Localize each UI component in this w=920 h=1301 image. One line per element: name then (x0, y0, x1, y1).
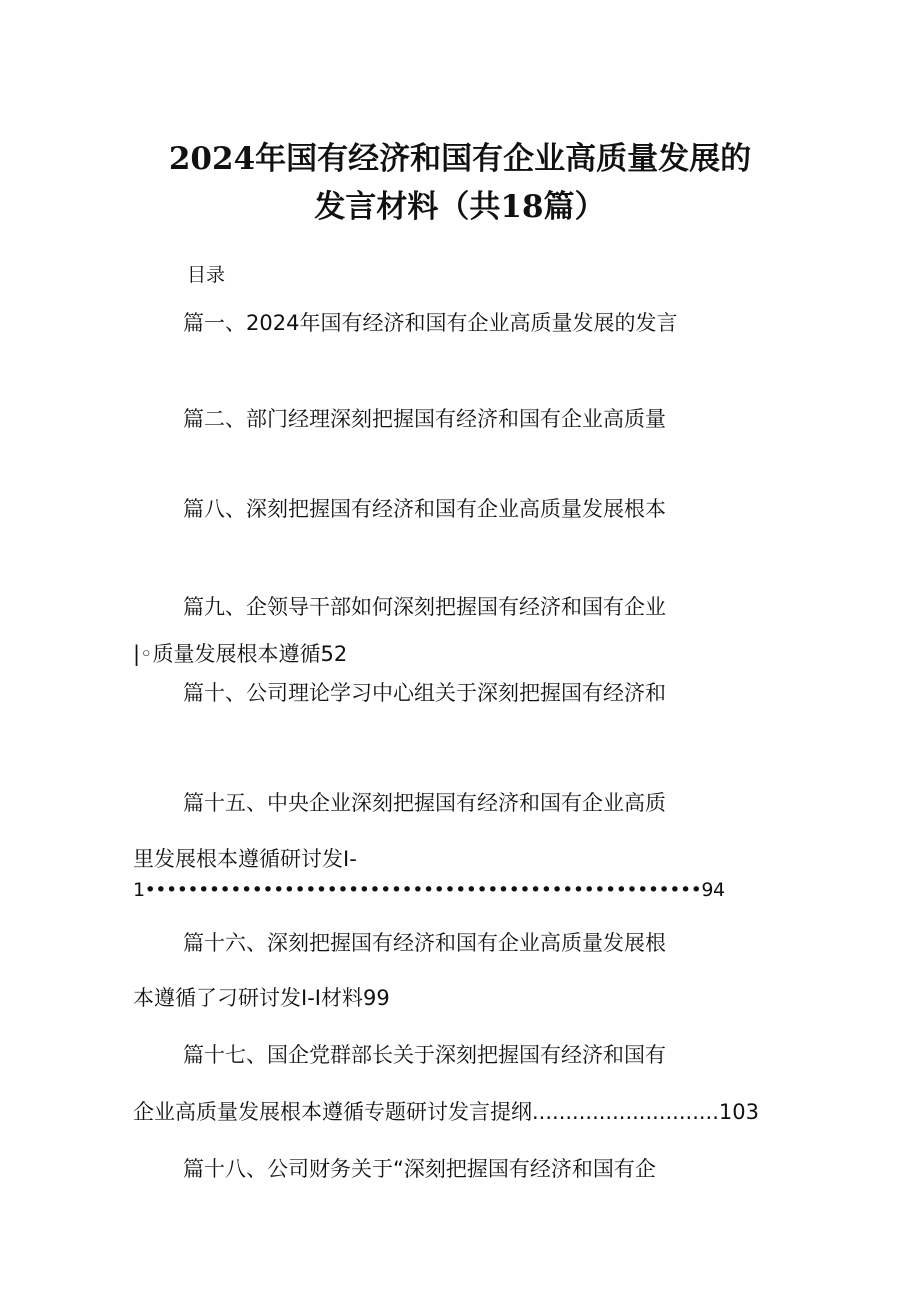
toc-entry: 篇十、公司理论学习中心组关于深刻把握国有经济和 (183, 681, 666, 705)
toc-entry-continuation: 里发展根本遵循研讨发I- (133, 847, 357, 871)
toc-entry: 篇二、部门经理深刻把握国有经济和国有企业高质量 (183, 407, 666, 431)
document-title-line-1: 2024年国有经济和国有企业高质量发展的 (168, 141, 752, 177)
toc-entry: 篇九、企领导干部如何深刻把握国有经济和国有企业 (183, 595, 666, 619)
toc-entry: 篇十五、中央企业深刻把握国有经济和国有企业高质 (183, 791, 666, 815)
toc-dot-leader: 1••••••••••••••••••••••••••••••••••••••••••••••••••••94 (133, 879, 725, 901)
toc-entry: 篇一、2024年国有经济和国有企业高质量发展的发言 (183, 311, 678, 335)
toc-entry-continuation: 本遵循了刁研讨发I-I材料99 (133, 986, 390, 1010)
toc-entry-continuation: 企业高质量发展根本遵循专题研讨发言提纲............................103 (133, 1100, 759, 1124)
toc-entry-continuation: |◦质量发展根本遵循52 (133, 642, 348, 666)
toc-entry: 篇十八、公司财务关于“深刻把握国有经济和国有企 (183, 1157, 656, 1181)
toc-heading: 目录 (187, 264, 226, 286)
toc-entry: 篇十七、国企党群部长关于深刻把握国有经济和国有 (183, 1043, 666, 1067)
document-title-line-2: 发言材料（共18篇） (314, 189, 606, 225)
toc-entry: 篇十六、深刻把握国有经济和国有企业高质量发展根 (183, 931, 666, 955)
toc-entry: 篇八、深刻把握国有经济和国有企业高质量发展根本 (183, 497, 666, 521)
